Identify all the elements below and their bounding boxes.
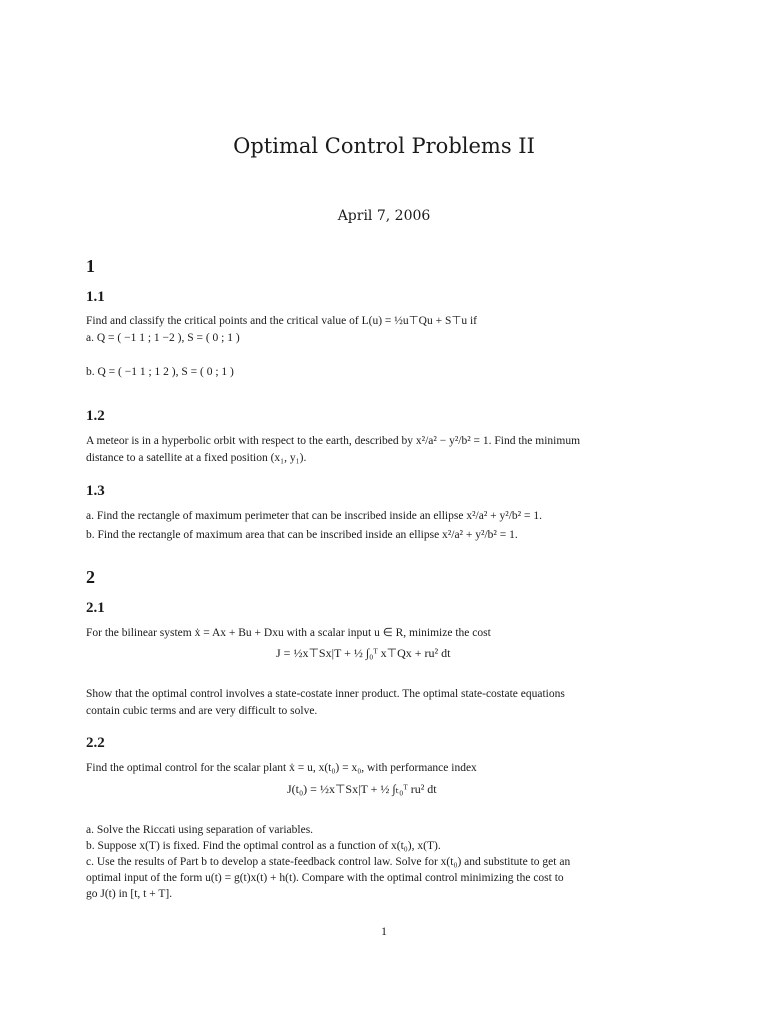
problem-2-2-intro: Find the optimal control for the scalar plant ẋ = u, x(t₀) = x₀, with performance index bbox=[86, 762, 477, 774]
subsection-1-1-heading: 1.1 bbox=[86, 289, 105, 305]
problem-2-1-para-line-2: contain cubic terms and are very difficult to solve. bbox=[86, 705, 318, 717]
problem-2-1-intro: For the bilinear system ẋ = Ax + Bu + Dxu with a scalar input u ∈ R, minimize the cost bbox=[86, 627, 491, 639]
subsection-1-3-heading: 1.3 bbox=[86, 483, 105, 499]
section-2-heading: 2 bbox=[86, 567, 95, 587]
problem-1-2-line-1: A meteor is in a hyperbolic orbit with respect to the earth, described by x²/a² − y²/b² = 1. Find the minimum bbox=[86, 435, 581, 447]
subsection-1-2-heading: 1.2 bbox=[86, 408, 105, 424]
problem-1-1-part-a: a. Q = ( −1 1 ; 1 −2 ), S = ( 0 ; 1 ) bbox=[86, 332, 240, 344]
document-date: April 7, 2006 bbox=[337, 208, 431, 224]
problem-2-1-para-line-1: Show that the optimal control involves a state-costate inner product. The optimal state-costate equations bbox=[86, 688, 565, 700]
problem-2-2-part-b: b. Suppose x(T) is fixed. Find the optimal control as a function of x(t₀), x(T). bbox=[86, 840, 441, 852]
document-title: Optimal Control Problems II bbox=[233, 134, 535, 158]
problem-2-2-part-a: a. Solve the Riccati using separation of variables. bbox=[86, 824, 314, 836]
problem-2-2-part-c-line-2: optimal input of the form u(t) = g(t)x(t) + h(t). Compare with the optimal control minimizing the cost to bbox=[86, 872, 564, 884]
problem-1-3-part-a: a. Find the rectangle of maximum perimeter that can be inscribed inside an ellipse x²/a² + y²/b² = 1. bbox=[86, 510, 542, 522]
problem-1-2-line-2: distance to a satellite at a fixed position (x₁, y₁). bbox=[86, 452, 307, 464]
section-1-heading: 1 bbox=[86, 256, 95, 276]
equation-performance-2-2: J(t₀) = ½x⊤Sx|T + ½ ∫ₜ₀ᵀ ru² dt bbox=[287, 782, 437, 796]
subsection-2-2-heading: 2.2 bbox=[86, 735, 105, 751]
problem-1-1-intro: Find and classify the critical points and the critical value of L(u) = ½u⊤Qu + S⊤u if bbox=[86, 315, 478, 327]
problem-1-3-part-b: b. Find the rectangle of maximum area that can be inscribed inside an ellipse x²/a² + y²/b² = 1. bbox=[86, 529, 518, 541]
subsection-2-1-heading: 2.1 bbox=[86, 600, 105, 616]
problem-1-1-part-b: b. Q = ( −1 1 ; 1 2 ), S = ( 0 ; 1 ) bbox=[86, 366, 234, 378]
page-number: 1 bbox=[381, 924, 387, 938]
equation-cost-2-1: J = ½x⊤Sx|T + ½ ∫₀ᵀ x⊤Qx + ru² dt bbox=[276, 646, 451, 660]
problem-2-2-part-c-line-1: c. Use the results of Part b to develop a state-feedback control law. Solve for x(t₀) and substitute to get an bbox=[86, 856, 571, 868]
problem-2-2-part-c-line-3: go J(t) in [t, t + T]. bbox=[86, 888, 173, 900]
